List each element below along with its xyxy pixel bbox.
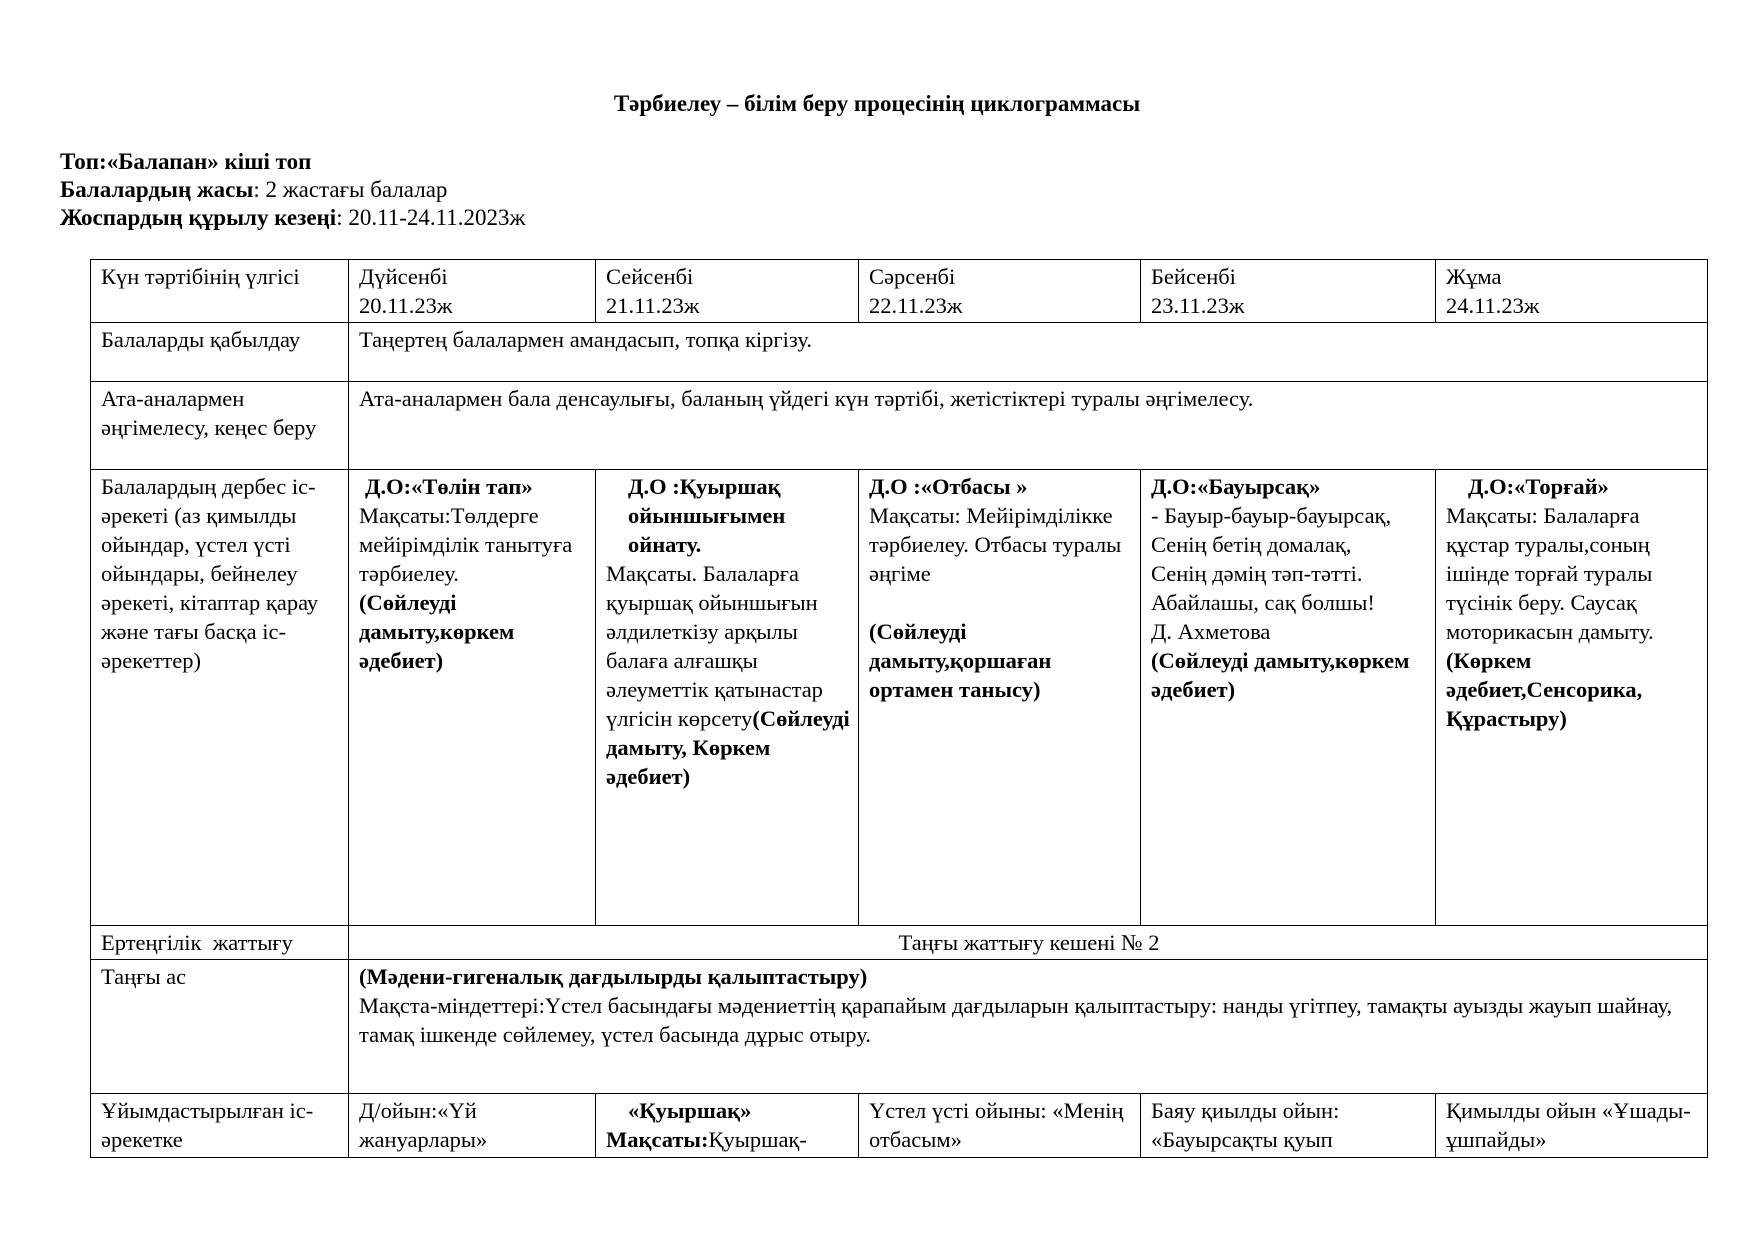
poem-line: Сенің дәмің тәп-тәтті. <box>1151 561 1363 586</box>
organized-fri: Қимылды ойын «Ұшады-ұшпайды» <box>1436 1094 1708 1158</box>
row-label: Балаларды қабылдау <box>91 323 349 382</box>
header-row <box>91 260 1708 323</box>
period-line <box>60 204 525 232</box>
activity-title: Д.О <box>365 474 404 499</box>
row-label: Балалардың дербес іс-әрекеті (аз қимылды ойындар, үстел үсті ойындары, бейнелеу әрекеті, кітаптар қарау және тағы басқа іс-әрекеттер) <box>91 470 349 926</box>
page-title: Тәрбиелеу – білім беру процесінің циклограммасы <box>613 91 1141 116</box>
day-header-mon <box>349 260 596 323</box>
row-label: Ата-аналармен әңгімелесу, кеңес беру <box>91 382 349 470</box>
day-name: Бейсенбі <box>1151 264 1236 289</box>
activity-area: (Көркем әдебиет,Сенсорика, Құрастыру) <box>1446 648 1643 731</box>
independent-tue <box>596 470 859 926</box>
row-label: Таңғы ас <box>91 960 349 1094</box>
period-value: : 20.11-24.11.2023ж <box>336 205 526 230</box>
day-date: 23.11.23ж <box>1151 293 1245 318</box>
group-label: Топ: <box>60 149 107 174</box>
day-date: 21.11.23ж <box>606 293 700 318</box>
activity-area: (Сөйлеуді дамыту,көркем әдебиет) <box>359 590 515 673</box>
activity-area: (Сөйлеуді дамыту, Көркем әдебиет) <box>606 706 850 789</box>
activity-title: Д.О <box>1468 474 1507 499</box>
reception-text: Таңертең балалармен амандасып, топқа кіргізу. <box>349 323 1708 382</box>
corner-cell: Күн тәртібінің үлгісі <box>91 260 349 323</box>
day-date: 24.11.23ж <box>1446 293 1540 318</box>
activity-title-colon: :«Төлін тап» <box>403 474 533 499</box>
row-parents <box>91 382 1708 470</box>
spacer <box>869 588 1132 617</box>
organized-tue-title: «Қуыршақ» <box>628 1098 752 1123</box>
breakfast-title: (Мәдени-гигеналық дағдылырды қалыптастыру) <box>359 964 868 989</box>
schedule-table <box>90 259 1708 1158</box>
age-label: Балалардың жасы <box>60 177 254 202</box>
day-date: 20.11.23ж <box>359 293 453 318</box>
age-value: : 2 жастағы балалар <box>253 177 448 202</box>
independent-thu <box>1141 470 1436 926</box>
activity-text: Мақсаты. Балаларға қуыршақ ойыншығын әлдилеткізу арқылы балаға алғашқы әлеуметтік қатынастар үлгісін көрсету <box>606 561 823 731</box>
day-header-thu <box>1141 260 1436 323</box>
activity-text: Мақсаты: Мейірімділікке тәрбиелеу. Отбасы туралы әңгіме <box>869 503 1122 586</box>
header-info <box>60 148 525 232</box>
day-name: Сейсенбі <box>606 264 694 289</box>
row-reception <box>91 323 1708 382</box>
organized-tue <box>596 1094 859 1158</box>
organized-tue-goal-label: Мақсаты: <box>606 1127 709 1152</box>
activity-title: Д.О :Қуыршақ ойыншығымен ойнату. <box>628 474 786 557</box>
exercise-text: Таңғы жаттығу кешені № 2 <box>349 926 1708 960</box>
activity-area: (Сөйлеуді дамыту,қоршаған ортамен танысу) <box>869 619 1052 702</box>
day-date: 22.11.23ж <box>869 293 963 318</box>
activity-title: Д.О :«Отбасы » <box>869 474 1028 499</box>
age-line <box>60 176 525 204</box>
poem-line: Абайлашы, сақ болшы! <box>1151 590 1375 615</box>
independent-fri <box>1436 470 1708 926</box>
day-name: Сәрсенбі <box>869 264 956 289</box>
group-line <box>60 148 525 176</box>
activity-title: Д.О:«Бауырсақ» <box>1151 474 1321 499</box>
organized-thu: Баяу қиылды ойын: «Бауырсақты қуып <box>1141 1094 1436 1158</box>
day-header-wed <box>859 260 1141 323</box>
activity-text: Мақсаты:Төлдерге мейірімділік танытуға тәрбиелеу. <box>359 503 573 586</box>
breakfast-cell <box>349 960 1708 1094</box>
day-name: Дүйсенбі <box>359 264 448 289</box>
poem-line: Сенің бетің домалақ, <box>1151 532 1352 557</box>
poem-author: Д. Ахметова <box>1151 619 1271 644</box>
row-organized <box>91 1094 1708 1158</box>
row-breakfast <box>91 960 1708 1094</box>
row-independent <box>91 470 1708 926</box>
activity-text: Мақсаты: Балаларға құстар туралы,соның ішінде торғай туралы түсінік беру. Саусақ моторикасын дамыту. <box>1446 503 1654 644</box>
day-header-fri <box>1436 260 1708 323</box>
independent-mon <box>349 470 596 926</box>
activity-area: (Сөйлеуді дамыту,көркем әдебиет) <box>1151 648 1410 702</box>
row-exercise <box>91 926 1708 960</box>
row-label: Ұйымдастырылған іс-әрекетке <box>91 1094 349 1158</box>
period-label: Жоспардың құрылу кезеңі <box>60 205 337 230</box>
activity-body <box>606 559 850 791</box>
parents-text: Ата-аналармен бала денсаулығы, баланың үйдегі күн тәртібі, жетістіктері туралы әңгімелесу. <box>349 382 1708 470</box>
activity-title-colon: :«Торғай» <box>1506 474 1609 499</box>
row-label: Ертеңгілік жаттығу <box>91 926 349 960</box>
organized-mon: Д/ойын:«Үй жануарлары» <box>349 1094 596 1158</box>
poem-line: - Бауыр-бауыр-бауырсақ, <box>1151 503 1392 528</box>
day-name: Жұма <box>1446 264 1502 289</box>
organized-tue-goal-text: Қуыршақ- <box>708 1127 807 1152</box>
organized-wed: Үстел үсті ойыны: «Менің отбасым» <box>859 1094 1141 1158</box>
group-value: «Балапан» кіші топ <box>106 149 312 174</box>
day-header-tue <box>596 260 859 323</box>
breakfast-text: Мақста-міндеттері:Үстел басындағы мәдениеттің қарапайым дағдыларын қалыптастыру: нанды үгітпеу, тамақты ауызды жауып шайнау, тамақ ішкенде сөйлемеу, үстел басында дұрыс отыру. <box>359 993 1673 1047</box>
independent-wed <box>859 470 1141 926</box>
